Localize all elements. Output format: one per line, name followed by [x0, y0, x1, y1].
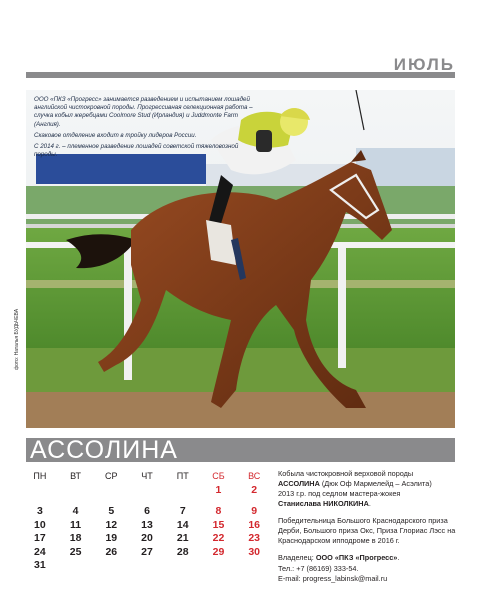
horse-info-panel [278, 469, 463, 591]
calendar-day: 18 [69, 532, 82, 544]
month-header-bar [26, 72, 455, 78]
weekday-label: ВТ [70, 471, 82, 481]
calendar-day: 17 [34, 532, 46, 544]
horse-name-inline: АССОЛИНА [278, 479, 320, 489]
phone-number: Тел.: +7 (86169) 333-54. [278, 563, 359, 573]
calendar-day [93, 559, 129, 573]
calendar-day: 7 [179, 505, 186, 517]
calendar-day: 4 [72, 505, 79, 517]
calendar-week-row [22, 519, 272, 533]
calendar-day: 3 [36, 505, 43, 517]
calendar-day: 19 [105, 532, 118, 544]
owner-contacts [278, 553, 463, 583]
calendar-week-row [22, 532, 272, 546]
calendar-day-weekend: 30 [248, 545, 261, 558]
calendar-day: 6 [144, 505, 150, 517]
weekday-header-row [22, 470, 272, 484]
caption-paragraph: Скаковое отделение входит в тройку лидеров России. [34, 131, 197, 139]
pedigree: (Дюк Оф Мармелейд – Асэлита) [319, 479, 432, 489]
jockey-punctuation: . [368, 499, 371, 509]
calendar-day-weekend: 8 [215, 505, 222, 517]
horse-description [278, 469, 463, 509]
calendar-day: 10 [34, 518, 46, 531]
calendar-day-weekend [236, 559, 272, 573]
weekday-label-saturday: СБ [212, 471, 225, 481]
photo-credit: фото: Наталья БУДЬЧЕВА [14, 308, 20, 370]
weekday-label: ПН [33, 471, 47, 481]
birth-year-line: 2013 г.р. под седлом мастера-жокея [278, 489, 401, 499]
calendar-day-weekend: 9 [251, 505, 258, 517]
calendar-day: 11 [70, 518, 82, 531]
calendar-day: 13 [141, 518, 153, 531]
weekday-label-sunday: ВС [248, 471, 261, 481]
calendar-day [129, 559, 165, 573]
caption-paragraph: ООО «ПКЗ «Прогресс» занимается разведением и испытанием лошадей английской чистокровной породы. Прогрессивная селекционная работа – случка кобыл жеребцами Coolmore Stud (Ирландия) и Juddmonte Farm (Англия). [34, 96, 253, 128]
horse-photo [26, 90, 455, 428]
caption-paragraph: С 2014 г. – племенное разведение лошадей советской тяжеловозной породы. [34, 142, 239, 159]
calendar-day: 26 [105, 545, 118, 558]
calendar-day [129, 484, 165, 498]
photo-caption [34, 96, 254, 162]
calendar-day [58, 559, 94, 573]
calendar-day: 5 [108, 505, 115, 517]
calendar-day: 27 [141, 545, 153, 558]
calendar-day: 20 [141, 532, 153, 544]
calendar-day [165, 484, 201, 498]
month-title: ИЮЛЬ [393, 55, 455, 74]
calendar-day: 21 [176, 532, 189, 544]
calendar-day-weekend: 29 [212, 545, 225, 558]
calendar-day: 12 [105, 518, 118, 531]
month-calendar [22, 470, 272, 573]
awards-text: Победительница Большого Краснодарского приза Дерби, Большого приза Окс, Приза Глориас Лэсс на Краснодарском ипподроме в 2016 г. [278, 516, 456, 546]
calendar-day: 25 [69, 545, 82, 558]
jockey-name: Станислава НИКОЛКИНА [278, 499, 369, 509]
weekday-label: ПТ [176, 471, 189, 481]
calendar-day-weekend: 15 [212, 518, 225, 531]
calendar-day [93, 484, 129, 498]
email-address[interactable]: E-mail: progress_labinsk@mail.ru [278, 573, 388, 583]
horse-name-title: АССОЛИНА [30, 436, 178, 464]
calendar-day: 31 [34, 559, 46, 571]
calendar-day: 28 [176, 545, 189, 558]
calendar-week-row [22, 484, 272, 498]
calendar-week-row [22, 546, 272, 560]
weekday-label: ЧТ [141, 471, 153, 481]
calendar-week-row [22, 505, 272, 519]
calendar-day [58, 484, 94, 498]
calendar-week-row [22, 559, 272, 573]
calendar-day-weekend: 23 [248, 532, 261, 544]
calendar-day-weekend: 1 [215, 483, 222, 496]
owner-punctuation: . [397, 553, 400, 563]
calendar-day-weekend: 22 [212, 532, 225, 544]
calendar-day [22, 484, 58, 498]
calendar-day: 24 [34, 545, 46, 558]
owner-label: Владелец: [278, 553, 316, 563]
calendar-day-weekend [201, 559, 237, 573]
calendar-day-weekend: 16 [248, 518, 261, 531]
owner-name: ООО «ПКЗ «Прогресс» [315, 553, 398, 563]
calendar-day-weekend: 2 [251, 483, 258, 496]
calendar-day: 14 [176, 518, 189, 531]
calendar-day [165, 559, 201, 573]
breed-line: Кобыла чистокровной верховой породы [278, 469, 414, 478]
weekday-label: СР [105, 471, 118, 481]
